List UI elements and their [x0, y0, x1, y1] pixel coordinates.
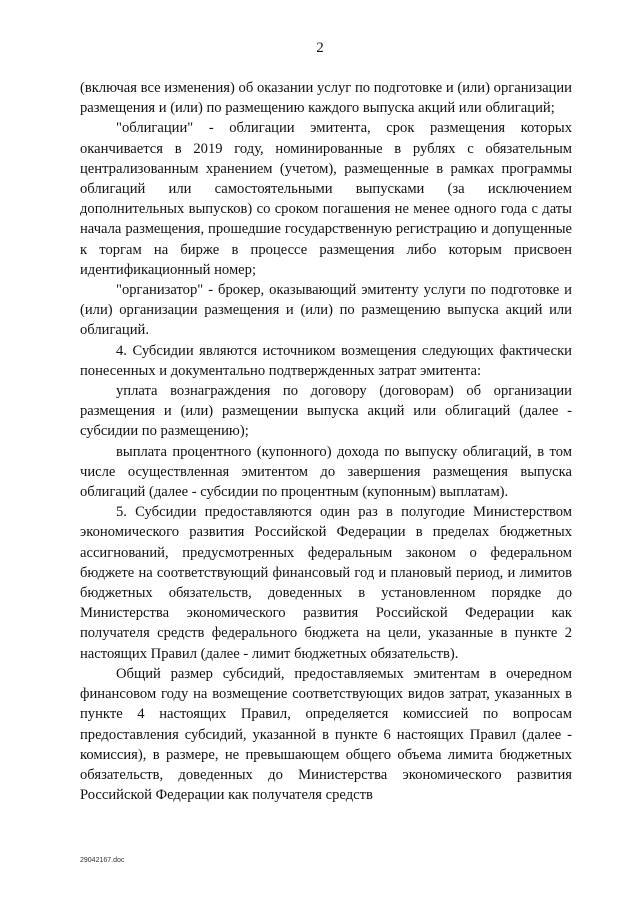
- paragraph-continuation-clause: (включая все изменения) об оказании услуг по подготовке и (или) организации размещения и (или) по размещению каждого выпуска акций или облигаций;: [80, 80, 572, 117]
- paragraph-definition-organizer: "организатор" - брокер, оказывающий эмитенту услуги по подготовке и (или) организации размещения и (или) по размещению выпуска акций или облигаций.: [80, 282, 572, 339]
- paragraph-coupon-payment: выплата процентного (купонного) дохода по выпуску облигаций, в том числе осуществленная эмитентом до завершения размещения выпуска облигаций (далее - субсидии по процентным (купонным) выплатам).: [80, 443, 572, 501]
- document-body: [80, 78, 572, 805]
- page-number: 2: [316, 40, 324, 56]
- paragraph-item-5: 5. Субсидии предоставляются один раз в полугодие Министерством экономического развития Российской Федерации в пределах бюджетных ассигнований, предусмотренных федеральным законом о федеральном бюджете на соответствующий финансовый год и плановый период, и лимитов бюджетных обязательств, доведенных в установленном порядке до Министерства экономического развития Российской Федерации как получателя средств федерального бюджета на цели, указанные в пункте 2 настоящих Правил (далее - лимит бюджетных обязательств).: [80, 504, 572, 662]
- paragraph-item-4: 4. Субсидии являются источником возмещения следующих фактически понесенных и документально подтвержденных затрат эмитента:: [80, 342, 572, 379]
- paragraph-placement-fee: уплата вознаграждения по договору (договорам) об организации размещения и (или) размещении выпуска акций или облигаций (далее - субсидии по размещению);: [80, 383, 572, 440]
- paragraph-definition-bonds: "облигации" - облигации эмитента, срок размещения которых оканчивается в 2019 году, номинированные в рублях с обязательным централизованным хранением (учетом), размещенные в рамках программы облигаций или самостоятельными выпусками (за исключением дополнительных выпусков) со сроком погашения не менее одного года с даты начала размещения, прошедшие государственную регистрацию и допущенные к торгам на бирже в процессе размещения либо которым присвоен идентификационный номер;: [80, 120, 572, 278]
- footer-filename: 29042167.doc: [80, 857, 125, 864]
- paragraph-total-subsidy: Общий размер субсидий, предоставляемых эмитентам в очередном финансовом году на возмещение соответствующих видов затрат, указанных в пункте 4 настоящих Правил, определяется комиссией по вопросам предоставления субсидий, указанной в пункте 6 настоящих Правил (далее - комиссия), в размере, не превышающем общего объема лимита бюджетных обязательств, доведенных до Министерства экономического развития Российской Федерации как получателя средств: [80, 665, 572, 804]
